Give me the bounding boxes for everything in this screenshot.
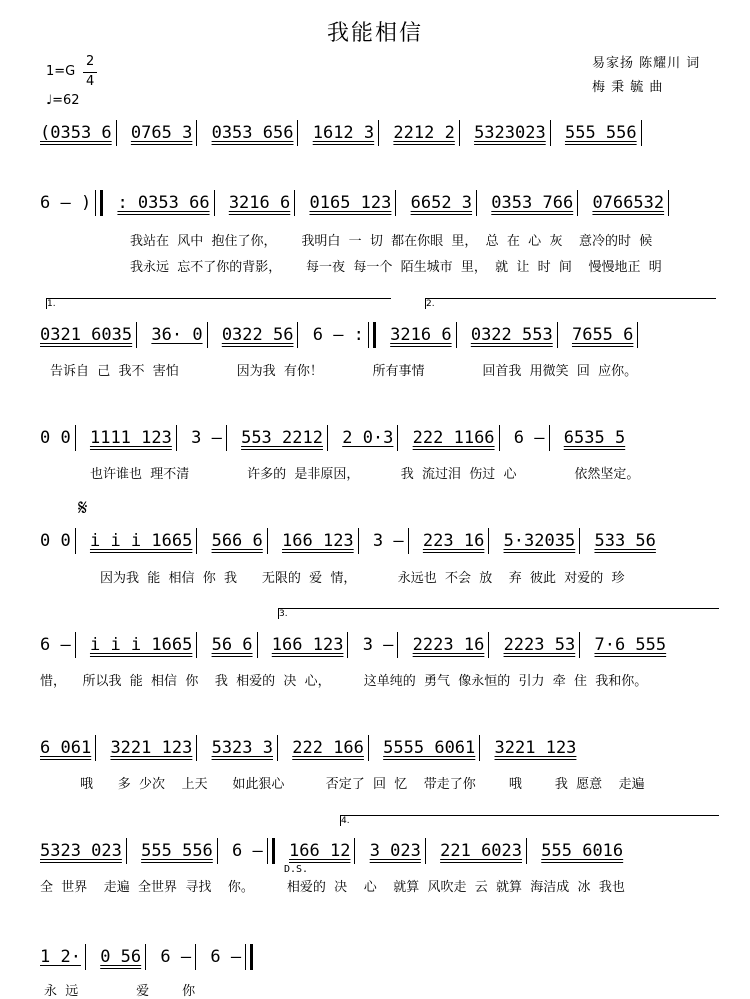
- composer-credit: 梅 秉 毓 曲: [592, 80, 664, 95]
- measure: 0766532: [592, 193, 665, 213]
- measure: 6 –: [160, 947, 192, 967]
- measure: 5323 3: [211, 738, 273, 758]
- measure: 533 56: [594, 531, 656, 551]
- measure: 0353 656: [211, 123, 294, 143]
- measure: 2223 53: [503, 635, 576, 655]
- measure: 56 6: [211, 635, 253, 655]
- dal-segno-mark: D.S.: [284, 864, 309, 875]
- measure: 6 – :: [312, 325, 364, 345]
- page-title: 我能相信: [326, 21, 423, 46]
- lyric-line-9: 永 远 爱 你: [44, 984, 196, 999]
- measure: 2 0·3: [342, 428, 394, 448]
- score-row-7: [40, 735, 720, 761]
- score-row-8: [40, 838, 720, 864]
- measure: 166 123: [271, 635, 344, 655]
- measure: 6 – ): [40, 193, 92, 213]
- measure: 3216 6: [228, 193, 291, 213]
- lyric-line-7: 哦 多 少次 上天 如此狠心 否定了 回 忆 带走了你 哦 我 愿意 走遍: [80, 777, 645, 792]
- measure: 5555 6061: [383, 738, 476, 758]
- measure: 166 12: [289, 841, 351, 861]
- measure: 222 166: [292, 738, 364, 758]
- time-signature-line: [83, 72, 97, 73]
- lyric-line-4: 也许谁也 理不清 许多的 是非原因， 我 流过泪 伤过 心 依然坚定。: [90, 467, 640, 482]
- score-row-9: [40, 944, 720, 970]
- lyric-line-6: 惜， 所以我 能 相信 你 我 相爱的 决 心， 这单纯的 勇气 像永恒的 引力 牵 住 我和你。: [40, 674, 648, 689]
- measure: 223 16: [422, 531, 485, 551]
- measure: i i i 1665: [89, 531, 193, 551]
- measure: 2212 2: [393, 123, 455, 143]
- score-row-2: [40, 190, 720, 216]
- measure: 0353 766: [491, 193, 574, 213]
- lyric-line-1: 我站在 风中 抱住了你， 我明白 一 切 都在你眼 里， 总 在 心 灰 意冷的时 候: [130, 234, 653, 249]
- measure: 2223 16: [412, 635, 485, 655]
- measure: 0321 6035: [40, 325, 133, 345]
- measure: 0165 123: [309, 193, 392, 213]
- lyric-line-2: 我永远 忘不了你的背影， 每一夜 每一个 陌生城市 里， 就 让 时 间 慢慢地正 明: [130, 260, 662, 275]
- measure: 6 –: [40, 635, 71, 655]
- score-row-6: [40, 632, 720, 658]
- measure: (0353 6: [40, 123, 112, 143]
- measure: 3 023: [369, 841, 421, 861]
- volta-4: 4.: [340, 815, 719, 826]
- measure: 555 556: [564, 123, 637, 143]
- lyric-line-8: 全 世界 走遍 全世界 寻找 你。 相爱的 决 心 就算 风吹走 云 就算 海洁成 冰 我也: [40, 880, 625, 895]
- measure: 0322 553: [470, 325, 553, 345]
- measure: 7655 6: [571, 325, 634, 345]
- measure: 5323023: [474, 123, 546, 143]
- time-signature-bottom: 4: [86, 74, 95, 89]
- measure: 3221 123: [110, 738, 193, 758]
- measure: 6535 5: [563, 428, 626, 448]
- key-signature: 1=G: [46, 64, 76, 79]
- lyric-line-3: 告诉自 己 我不 害怕 因为我 有你！ 所有事情 回首我 用微笑 回 应你。: [50, 364, 638, 379]
- volta-3: 3.: [278, 608, 719, 619]
- measure: 36· 0: [151, 325, 203, 345]
- score-row-1: [40, 120, 720, 146]
- measure: 6 061: [40, 738, 92, 758]
- lyricist-credit: 易家扬 陈耀川 词: [592, 56, 701, 71]
- measure: 166 123: [282, 531, 354, 551]
- tempo-marking: ♩=62: [46, 93, 80, 108]
- time-signature-top: 2: [86, 54, 95, 69]
- measure: 3221 123: [494, 738, 577, 758]
- measure: i i i 1665: [89, 635, 193, 655]
- measure: 0322 56: [221, 325, 294, 345]
- volta-2: 2.: [425, 298, 716, 309]
- measure: 1612 3: [312, 123, 375, 143]
- measure: : 0353 66: [117, 193, 210, 213]
- measure: 3 –: [362, 635, 394, 655]
- lyric-line-5: 因为我 能 相信 你 我 无限的 爱 情， 永远也 不会 放 弃 彼此 对爱的 珍: [100, 571, 625, 586]
- score-row-3: [40, 322, 720, 348]
- measure: 5·32035: [503, 531, 576, 551]
- measure: 553 2212: [241, 428, 323, 448]
- volta-1: 1.: [46, 298, 391, 309]
- measure: 555 556: [141, 841, 213, 861]
- measure: 221 6023: [440, 841, 523, 861]
- measure: 6 –: [232, 841, 263, 861]
- measure: 0 56: [100, 947, 142, 967]
- measure: 6652 3: [410, 193, 473, 213]
- measure: 1111 123: [89, 428, 172, 448]
- measure: 7·6 555: [594, 635, 667, 655]
- measure: 0 0: [40, 428, 71, 448]
- measure: 3216 6: [390, 325, 452, 345]
- measure: 222 1166: [412, 428, 495, 448]
- score-row-5: [40, 528, 720, 554]
- segno-sign: 𝄋: [78, 496, 88, 521]
- measure: 6 –: [513, 428, 545, 448]
- measure: 3 –: [372, 531, 404, 551]
- measure: 3 –: [191, 428, 222, 448]
- measure: 0 0: [40, 531, 71, 551]
- measure: 5323 023: [40, 841, 122, 861]
- measure: 566 6: [211, 531, 263, 551]
- measure: 1 2·: [40, 947, 81, 967]
- score-row-4: [40, 425, 720, 451]
- measure: 6 –: [210, 947, 242, 967]
- measure: 0765 3: [130, 123, 193, 143]
- measure: 555 6016: [541, 841, 624, 861]
